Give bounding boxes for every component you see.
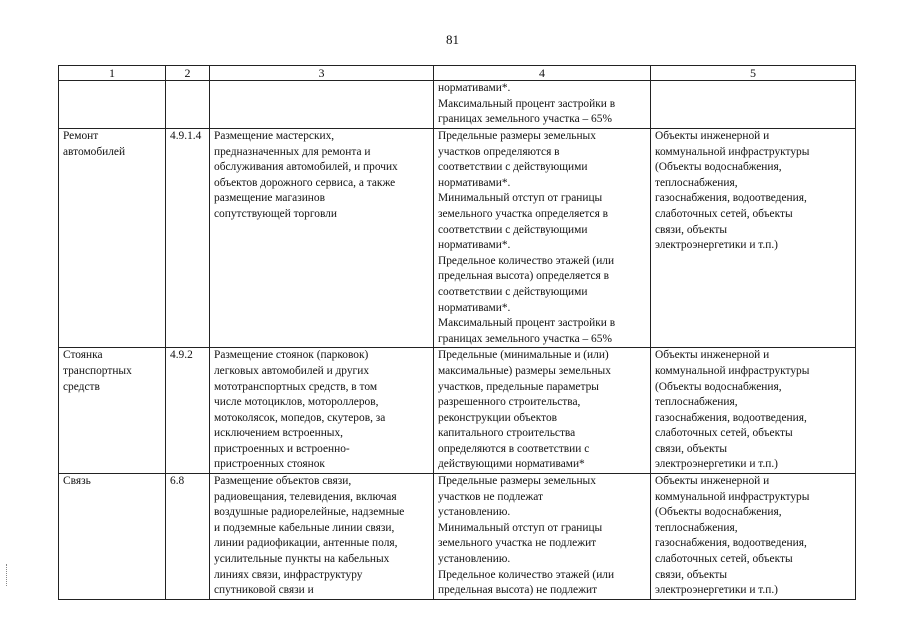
cell-text-line: Размещение мастерских,	[214, 130, 335, 142]
table-cell-col1	[59, 348, 166, 474]
table-cell-col3	[210, 348, 434, 474]
cell-text-line: разрешенного строительства,	[438, 396, 581, 409]
cell-text-line: слаботочных сетей, объекты	[655, 427, 793, 440]
cell-text-line: теплоснабжения,	[655, 521, 738, 534]
cell-text-line: Минимальный отступ от границы	[438, 192, 603, 205]
table-cell-col1	[59, 474, 166, 600]
cell-text-line: нормативами*.	[438, 301, 511, 314]
cell-text-line: теплоснабжения,	[655, 396, 738, 409]
table-cell-col4	[434, 129, 651, 348]
cell-text-line: пристроенных стоянок	[214, 458, 325, 471]
cell-text-line: усилительные пункты на кабельных	[214, 553, 390, 566]
cell-text-line: газоснабжения, водоотведения,	[655, 192, 807, 205]
cell-text-line: легковых автомобилей и других	[214, 364, 370, 377]
cell-text-line: Максимальный процент застройки в	[438, 317, 616, 330]
table-cell-col4	[434, 474, 651, 600]
cell-text-line: сопутствующей торговли	[214, 207, 337, 220]
cell-text-line: мотоколясок, мопедов, скутеров, за	[214, 411, 386, 424]
cell-text-line: Размещение объектов связи,	[214, 475, 352, 488]
cell-text-line: установлению.	[438, 506, 511, 519]
cell-text-line: участков, предельные параметры	[438, 380, 599, 393]
cell-text-line: автомобилей	[63, 145, 126, 158]
cell-text-line: 4.9.2	[170, 349, 193, 362]
row-car-repair	[59, 129, 856, 348]
cell-text-line: предназначенных для ремонта и	[214, 145, 371, 158]
cell-text-line: участков определяются в	[438, 145, 560, 158]
cell-text-line: линии радиофикации, антенные поля,	[214, 537, 398, 550]
cell-text-line: земельного участка определяется в	[438, 207, 609, 220]
cell-text-line: обслуживания автомобилей, и прочих	[214, 161, 398, 174]
cell-text-line: 4.9.1.4	[170, 130, 202, 142]
table-cell-col2	[166, 348, 210, 474]
cell-text-line: воздушные радиорелейные, надземные	[214, 506, 405, 519]
page-number: 81	[446, 32, 459, 47]
cell-text-line: (Объекты водоснабжения,	[655, 506, 782, 519]
cell-text-line: максимальные) размеры земельных	[438, 364, 611, 377]
table-cell-col5	[651, 81, 856, 129]
scan-margin-marks	[6, 564, 8, 586]
table-cell-col5	[651, 348, 856, 474]
cell-text-line: Предельные размеры земельных	[438, 130, 596, 142]
cell-text-line: слаботочных сетей, объекты	[655, 207, 793, 220]
cell-text-line: Максимальный процент застройки в	[438, 97, 616, 110]
cell-text-line: линиях связи, инфраструктуру	[214, 568, 363, 581]
cell-text-line: слаботочных сетей, объекты	[655, 553, 793, 566]
cell-text-line: Размещение стоянок (парковок)	[214, 349, 369, 362]
table-cell-col1	[59, 129, 166, 348]
cell-text-line: определяются в соответствии с	[438, 442, 590, 455]
cell-text-line: соответствии с действующими	[438, 285, 588, 298]
cell-text-line: соответствии с действующими	[438, 161, 588, 174]
cell-text-line: (Объекты водоснабжения,	[655, 161, 782, 174]
cell-text-line: нормативами*.	[438, 82, 511, 94]
cell-text-line: размещение магазинов	[214, 192, 325, 205]
cell-text-line: нормативами*.	[438, 239, 511, 252]
cell-text-line: объектов дорожного сервиса, а также	[214, 176, 396, 189]
row-vehicle-parking	[59, 348, 856, 474]
cell-text-line: Объекты инженерной и	[655, 349, 770, 362]
cell-text-line: Минимальный отступ от границы	[438, 521, 603, 534]
cell-text-line: Связь	[63, 475, 91, 488]
row-communications	[59, 474, 856, 600]
cell-text-line: мототранспортных средств, в том	[214, 380, 378, 393]
cell-text-line: предельная высота) определяется в	[438, 270, 609, 283]
cell-text-line: Стоянка	[63, 349, 103, 362]
header-cell-3: 3	[210, 66, 434, 81]
cell-text-line: границах земельного участка – 65%	[438, 332, 612, 345]
table-cell-col5	[651, 474, 856, 600]
cell-text-line: электроэнергетики и т.п.)	[655, 584, 778, 597]
cell-text-line: участков не подлежат	[438, 490, 543, 503]
cell-text-line: теплоснабжения,	[655, 176, 738, 189]
table-cell-col3	[210, 474, 434, 600]
table-cell-col3	[210, 129, 434, 348]
header-cell-1: 1	[59, 66, 166, 81]
cell-text-line: установлению.	[438, 553, 511, 566]
cell-text-line: нормативами*.	[438, 176, 511, 189]
cell-text-line: пристроенных и встроенно-	[214, 442, 350, 455]
table-cell-col4	[434, 348, 651, 474]
table-cell-col4	[434, 81, 651, 129]
cell-text-line: действующими нормативами*	[438, 458, 585, 471]
cell-text-line: числе мотоциклов, мотороллеров,	[214, 396, 379, 409]
table-cell-col2	[166, 129, 210, 348]
cell-text-line: исключением встроенных,	[214, 427, 343, 440]
cell-text-line: Предельное количество этажей (или	[438, 568, 615, 581]
cell-text-line: и подземные кабельные линии связи,	[214, 521, 395, 534]
cell-text-line: предельная высота) не подлежит	[438, 584, 598, 597]
table-cell-col5	[651, 129, 856, 348]
cell-text-line: связи, объекты	[655, 223, 727, 236]
cell-text-line: границах земельного участка – 65%	[438, 113, 612, 126]
cell-text-line: связи, объекты	[655, 442, 727, 455]
cell-text-line: коммунальной инфраструктуры	[655, 145, 810, 158]
cell-text-line: газоснабжения, водоотведения,	[655, 411, 807, 424]
zoning-table	[58, 65, 856, 600]
table-cell-col3	[210, 81, 434, 129]
cell-text-line: Предельные размеры земельных	[438, 475, 596, 488]
cell-text-line: радиовещания, телевидения, включая	[214, 490, 397, 503]
cell-text-line: Предельное количество этажей (или	[438, 254, 615, 267]
table-header-row	[59, 66, 856, 81]
cell-text-line: капитального строительства	[438, 427, 576, 440]
cell-text-line: земельного участка не подлежит	[438, 537, 597, 550]
cell-text-line: электроэнергетики и т.п.)	[655, 458, 778, 471]
cell-text-line: средств	[63, 380, 100, 393]
table-cell-col2	[166, 474, 210, 600]
cell-text-line: транспортных	[63, 364, 132, 377]
cell-text-line: Объекты инженерной и	[655, 130, 770, 142]
cell-text-line: Ремонт	[63, 130, 99, 142]
cell-text-line: спутниковой связи и	[214, 584, 314, 597]
header-cell-2: 2	[166, 66, 210, 81]
continuation-row	[59, 81, 856, 129]
cell-text-line: Объекты инженерной и	[655, 475, 770, 488]
cell-text-line: 6.8	[170, 475, 185, 488]
cell-text-line: соответствии с действующими	[438, 223, 588, 236]
cell-text-line: коммунальной инфраструктуры	[655, 490, 810, 503]
cell-text-line: коммунальной инфраструктуры	[655, 364, 810, 377]
cell-text-line: электроэнергетики и т.п.)	[655, 239, 778, 252]
header-cell-4: 4	[434, 66, 651, 81]
cell-text-line: (Объекты водоснабжения,	[655, 380, 782, 393]
cell-text-line: Предельные (минимальные и (или)	[438, 349, 609, 362]
cell-text-line: газоснабжения, водоотведения,	[655, 537, 807, 550]
header-cell-5: 5	[651, 66, 856, 81]
cell-text-line: связи, объекты	[655, 568, 727, 581]
table-cell-col1	[59, 81, 166, 129]
table-cell-col2	[166, 81, 210, 129]
cell-text-line: реконструкции объектов	[438, 411, 558, 424]
